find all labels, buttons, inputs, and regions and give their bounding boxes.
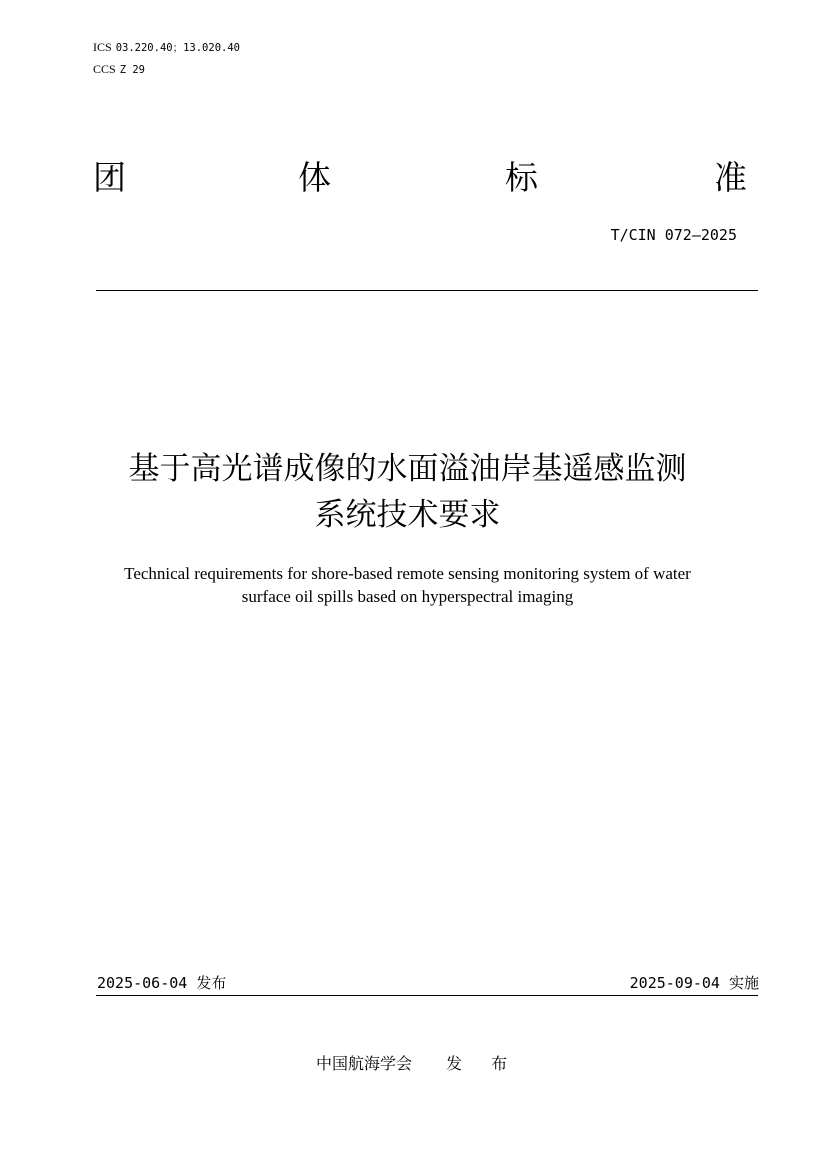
ics-line <box>93 40 240 55</box>
effective-date: 2025-09-04 实施 <box>629 974 759 992</box>
issuer-line <box>316 1053 519 1075</box>
ics-label: ICS <box>93 40 112 54</box>
chinese-title <box>60 446 755 538</box>
english-title <box>60 562 755 608</box>
standard-type-char-3: 标 <box>505 158 538 197</box>
standard-type-char-2: 体 <box>298 158 331 197</box>
ics-value: 03.220.40；13.020.40 <box>115 42 240 54</box>
standard-type-char-4: 准 <box>714 158 747 197</box>
english-title-line-2: surface oil spills based on hyperspectral imaging <box>241 587 574 606</box>
ccs-value: Z 29 <box>119 64 145 76</box>
chinese-title-line-1: 基于高光谱成像的水面溢油岸基遥感监测 <box>128 451 687 487</box>
issue-action: 发 布 <box>446 1054 520 1073</box>
chinese-title-line-2: 系统技术要求 <box>314 497 501 533</box>
standard-type-char-1: 团 <box>93 158 126 197</box>
standard-code: T/CIN 072—2025 <box>610 226 737 244</box>
english-title-line-1: Technical requirements for shore-based remote sensing monitoring system of water <box>124 564 691 583</box>
publish-date: 2025-06-04 发布 <box>97 974 227 992</box>
ccs-line <box>93 62 145 77</box>
top-divider <box>96 290 758 291</box>
issuer-name: 中国航海学会 <box>316 1054 413 1073</box>
bottom-divider <box>96 995 758 996</box>
ccs-label: CCS <box>93 62 116 76</box>
